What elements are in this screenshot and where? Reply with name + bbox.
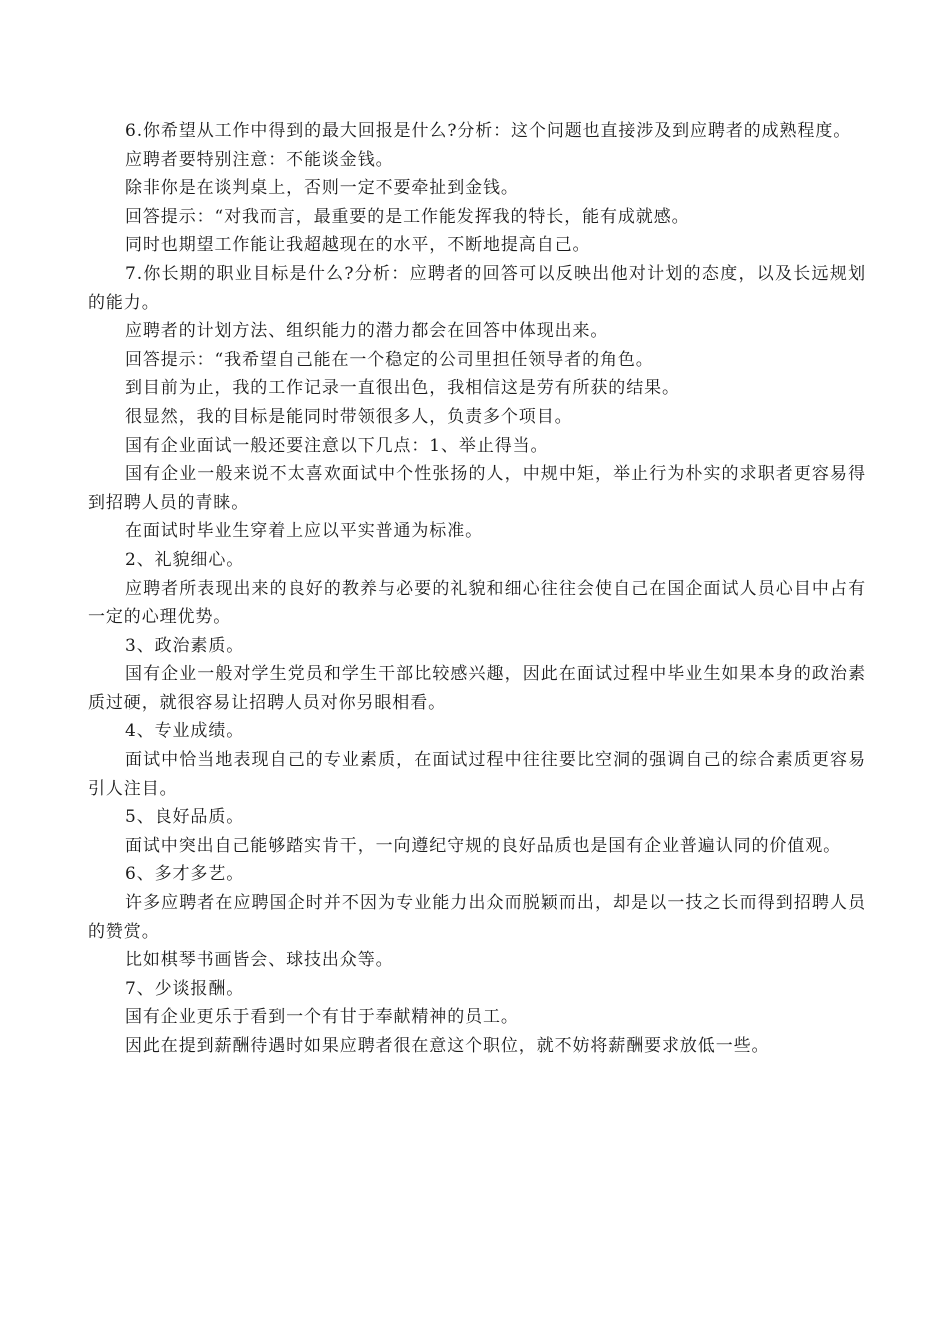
paragraph: 国有企业一般对学生党员和学生干部比较感兴趣，因此在面试过程中毕业生如果本身的政治素质过硬，就很容易让招聘人员对你另眼相看。 <box>88 664 866 713</box>
paragraph: 除非你是在谈判桌上，否则一定不要牵扯到金钱。 <box>125 178 519 199</box>
paragraph: 许多应聘者在应聘国企时并不因为专业能力出众而脱颖而出，却是以一技之长而得到招聘人员的赞赏。 <box>88 893 866 942</box>
paragraph: 2、礼貌细心。 <box>125 549 245 570</box>
paragraph: 同时也期望工作能让我超越现在的水平，不断地提高自己。 <box>125 235 591 256</box>
paragraph: 因此在提到薪酬待遇时如果应聘者很在意这个职位，就不妨将薪酬要求放低一些。 <box>125 1036 770 1056</box>
paragraph: 应聘者要特别注意：不能谈金钱。 <box>125 149 394 170</box>
paragraph: 国有企业面试一般还要注意以下几点：1、举止得当。 <box>125 435 549 456</box>
paragraph: 比如棋琴书画皆会、球技出众等。 <box>125 950 394 971</box>
paragraph: 回答提示：“对我而言，最重要的是工作能发挥我的特长，能有成就感。 <box>125 206 690 227</box>
document-body <box>88 117 866 1061</box>
paragraph: 国有企业一般来说不太喜欢面试中个性张扬的人，中规中矩，举止行为朴实的求职者更容易得到招聘人员的青睐。 <box>88 464 866 513</box>
paragraph: 6、多才多艺。 <box>125 864 245 885</box>
paragraph: 3、政治素质。 <box>125 635 245 656</box>
paragraph: 面试中突出自己能够踏实肯干，一向遵纪守规的良好品质也是国有企业普遍认同的价值观。 <box>125 835 841 856</box>
paragraph: 7、少谈报酬。 <box>125 978 245 999</box>
paragraph: 应聘者的计划方法、组织能力的潜力都会在回答中体现出来。 <box>125 321 609 342</box>
paragraph: 7.你长期的职业目标是什么?分析：应聘者的回答可以反映出他对计划的态度，以及长远规划的能力。 <box>88 263 866 313</box>
paragraph: 应聘者所表现出来的良好的教养与必要的礼貌和细心往往会使自己在国企面试人员心目中占有一定的心理优势。 <box>88 578 866 628</box>
paragraph: 到目前为止，我的工作记录一直很出色，我相信这是劳有所获的结果。 <box>125 378 680 399</box>
paragraph: 回答提示：“我希望自己能在一个稳定的公司里担任领导者的角色。 <box>125 349 654 370</box>
paragraph: 面试中恰当地表现自己的专业素质，在面试过程中往往要比空洞的强调自己的综合素质更容易引人注目。 <box>88 750 866 799</box>
paragraph: 5、良好品质。 <box>125 807 245 828</box>
paragraph: 很显然，我的目标是能同时带领很多人，负责多个项目。 <box>125 406 573 427</box>
paragraph: 6.你希望从工作中得到的最大回报是什么?分析：这个问题也直接涉及到应聘者的成熟程度。 <box>125 121 852 141</box>
paragraph: 4、专业成绩。 <box>125 721 245 742</box>
paragraph: 国有企业更乐于看到一个有甘于奉献精神的员工。 <box>125 1007 519 1028</box>
paragraph: 在面试时毕业生穿着上应以平实普通为标准。 <box>125 521 483 542</box>
